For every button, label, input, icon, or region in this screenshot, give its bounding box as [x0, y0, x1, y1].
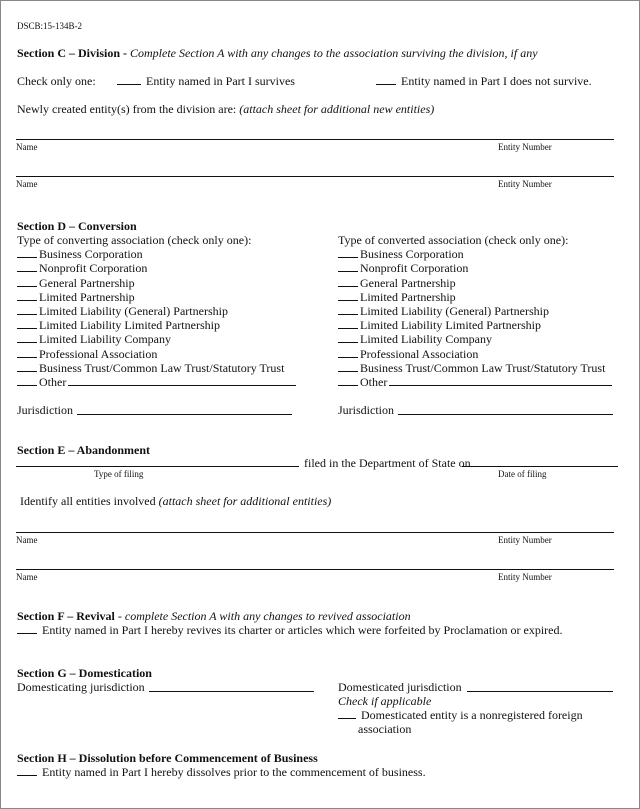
converting-option-0[interactable] — [17, 247, 284, 261]
converted-option-3[interactable] — [338, 290, 605, 304]
type-of-filing-field[interactable] — [16, 466, 299, 467]
converted-option-2[interactable] — [338, 276, 605, 290]
identify-label: Identify all entities involved — [20, 494, 156, 508]
domesticating-label: Domesticating jurisdiction — [17, 680, 145, 694]
converting-options — [17, 247, 284, 389]
c-entity-number-label-2: Entity Number — [498, 179, 552, 189]
converting-option-2[interactable] — [17, 276, 284, 290]
converting-jurisdiction-field[interactable] — [77, 414, 292, 415]
converted-option-7[interactable] — [338, 347, 605, 361]
converted-option-label: Limited Partnership — [360, 289, 456, 304]
converting-option-9[interactable] — [17, 375, 284, 389]
c-entity-number-label-1: Entity Number — [498, 142, 552, 152]
c-entity-line-2[interactable] — [16, 176, 614, 177]
converted-checkbox-6[interactable] — [338, 332, 358, 343]
check-if-applicable: Check if applicable — [338, 694, 432, 708]
converting-option-label: Limited Partnership — [39, 289, 135, 304]
converting-option-label: Nonprofit Corporation — [39, 261, 148, 276]
section-f-heading: Section F – Revival - complete Section A with any changes to revived association — [17, 609, 411, 623]
converting-option-label: Business Trust/Common Law Trust/Statutory Trust — [39, 360, 285, 375]
survives-label: Entity named in Part I survives — [146, 74, 295, 88]
converting-option-label: Limited Liability Limited Partnership — [39, 318, 220, 333]
e-entity-number-label-1: Entity Number — [498, 535, 552, 545]
section-g-title: Section G – Domestication — [17, 666, 152, 680]
converting-checkbox-1[interactable] — [17, 261, 37, 272]
survives-option[interactable] — [117, 74, 295, 89]
e-name-label-1: Name — [16, 535, 38, 545]
dissolution-checkbox[interactable] — [17, 765, 37, 776]
converted-option-label: Business Corporation — [360, 247, 464, 262]
converted-option-label: Nonprofit Corporation — [360, 261, 469, 276]
domesticated-label: Domesticated jurisdiction — [338, 680, 462, 694]
section-f-title: Section F – Revival — [17, 609, 115, 623]
converted-checkbox-4[interactable] — [338, 304, 358, 315]
identify-note: (attach sheet for additional entities) — [158, 494, 332, 508]
converting-other-line[interactable] — [68, 385, 296, 386]
converting-checkbox-5[interactable] — [17, 318, 37, 329]
converting-option-5[interactable] — [17, 318, 284, 332]
c-name-label-1: Name — [16, 142, 38, 152]
identify-entities-text — [20, 494, 331, 509]
nonregistered-checkbox[interactable] — [338, 708, 356, 719]
converting-option-7[interactable] — [17, 347, 284, 361]
converting-option-label: Professional Association — [39, 346, 158, 361]
survives-checkbox[interactable] — [117, 74, 141, 85]
converted-checkbox-8[interactable] — [338, 361, 358, 372]
section-d-title: Section D – Conversion — [17, 219, 137, 233]
converted-checkbox-9[interactable] — [338, 375, 358, 386]
converted-checkbox-3[interactable] — [338, 290, 358, 301]
converted-checkbox-5[interactable] — [338, 318, 358, 329]
converted-option-label: Professional Association — [360, 346, 479, 361]
e-entity-line-1[interactable] — [16, 532, 614, 533]
domesticated-field[interactable] — [467, 691, 613, 692]
document-code: DSCB:15-134B-2 — [17, 21, 83, 31]
new-entities-note: (attach sheet for additional new entities) — [239, 102, 435, 116]
nonregistered-option[interactable] — [338, 708, 583, 723]
converting-jurisdiction-label: Jurisdiction — [17, 403, 73, 417]
converted-option-label: General Partnership — [360, 275, 456, 290]
converting-option-label: Business Corporation — [39, 247, 143, 262]
date-of-filing-label: Date of filing — [498, 469, 547, 479]
converted-jurisdiction-label: Jurisdiction — [338, 403, 394, 417]
converting-option-3[interactable] — [17, 290, 284, 304]
filed-text: filed in the Department of State on — [304, 456, 471, 470]
converted-option-label: Other — [360, 375, 388, 390]
c-name-label-2: Name — [16, 179, 38, 189]
converted-option-label: Limited Liability Limited Partnership — [360, 318, 541, 333]
converted-checkbox-2[interactable] — [338, 276, 358, 287]
section-c-heading: Section C – Division - Complete Section A with any changes to the association surviving the division, if any — [17, 46, 538, 60]
converted-option-0[interactable] — [338, 247, 605, 261]
section-e-title: Section E – Abandonment — [17, 443, 151, 457]
converting-option-label: Other — [39, 375, 67, 390]
converting-heading: Type of converting association (check only one): — [17, 233, 252, 247]
e-entity-line-2[interactable] — [16, 569, 614, 570]
section-f-instruction: complete Section A with any changes to revived association — [124, 609, 411, 623]
converted-option-9[interactable] — [338, 375, 605, 389]
converting-option-1[interactable] — [17, 261, 284, 275]
not-survive-option[interactable] — [376, 74, 592, 89]
converted-option-label: Business Trust/Common Law Trust/Statutory Trust — [360, 360, 606, 375]
section-c-title: Section C – Division — [17, 46, 121, 60]
converted-other-line[interactable] — [389, 385, 612, 386]
converted-options — [338, 247, 605, 389]
revival-text: Entity named in Part I hereby revives its charter or articles which were forfeited by Proclamation or expired. — [42, 623, 563, 637]
not-survive-label: Entity named in Part I does not survive. — [401, 74, 592, 88]
converted-column — [338, 233, 605, 389]
dissolution-option[interactable] — [17, 765, 426, 780]
converting-option-label: Limited Liability (General) Partnership — [39, 304, 228, 319]
converting-checkbox-3[interactable] — [17, 290, 37, 301]
converting-option-label: General Partnership — [39, 275, 135, 290]
section-c-instruction: Complete Section A with any changes to the association surviving the division, if any — [130, 46, 538, 60]
converted-option-label: Limited Liability (General) Partnership — [360, 304, 549, 319]
converting-checkbox-6[interactable] — [17, 332, 37, 343]
converting-checkbox-4[interactable] — [17, 304, 37, 315]
converted-option-8[interactable] — [338, 361, 605, 375]
nonregistered-text-2: association — [358, 722, 412, 736]
converted-option-5[interactable] — [338, 318, 605, 332]
converting-column — [17, 233, 284, 389]
domesticating-field[interactable] — [149, 691, 314, 692]
type-of-filing-label: Type of filing — [94, 469, 144, 479]
converted-option-1[interactable] — [338, 261, 605, 275]
converting-checkbox-8[interactable] — [17, 361, 37, 372]
converted-option-4[interactable] — [338, 304, 605, 318]
revival-checkbox[interactable] — [17, 623, 37, 634]
converted-heading: Type of converted association (check only one): — [338, 233, 569, 247]
e-name-label-2: Name — [16, 572, 38, 582]
converting-option-4[interactable] — [17, 304, 284, 318]
not-survive-checkbox[interactable] — [376, 74, 396, 85]
converting-checkbox-2[interactable] — [17, 276, 37, 287]
converted-jurisdiction-field[interactable] — [398, 414, 613, 415]
converted-checkbox-1[interactable] — [338, 261, 358, 272]
converting-option-6[interactable] — [17, 332, 284, 346]
converted-checkbox-7[interactable] — [338, 347, 358, 358]
converting-option-8[interactable] — [17, 361, 284, 375]
check-only-one-label: Check only one: — [17, 74, 96, 88]
date-of-filing-field[interactable] — [462, 466, 618, 467]
dissolution-text: Entity named in Part I hereby dissolves prior to the commencement of business. — [42, 765, 426, 779]
converted-option-6[interactable] — [338, 332, 605, 346]
converted-checkbox-0[interactable] — [338, 247, 358, 258]
converting-option-label: Limited Liability Company — [39, 332, 171, 347]
e-entity-number-label-2: Entity Number — [498, 572, 552, 582]
section-h-title: Section H – Dissolution before Commencement of Business — [17, 751, 318, 765]
c-entity-line-1[interactable] — [16, 139, 614, 140]
new-entities-label: Newly created entity(s) from the division are: — [17, 102, 237, 116]
nonregistered-text-1: Domesticated entity is a nonregistered foreign — [361, 708, 583, 722]
converting-checkbox-0[interactable] — [17, 247, 37, 258]
converting-checkbox-9[interactable] — [17, 375, 37, 386]
converted-option-label: Limited Liability Company — [360, 332, 492, 347]
revival-option[interactable] — [17, 623, 562, 638]
new-entities-text — [17, 102, 434, 117]
converting-checkbox-7[interactable] — [17, 347, 37, 358]
